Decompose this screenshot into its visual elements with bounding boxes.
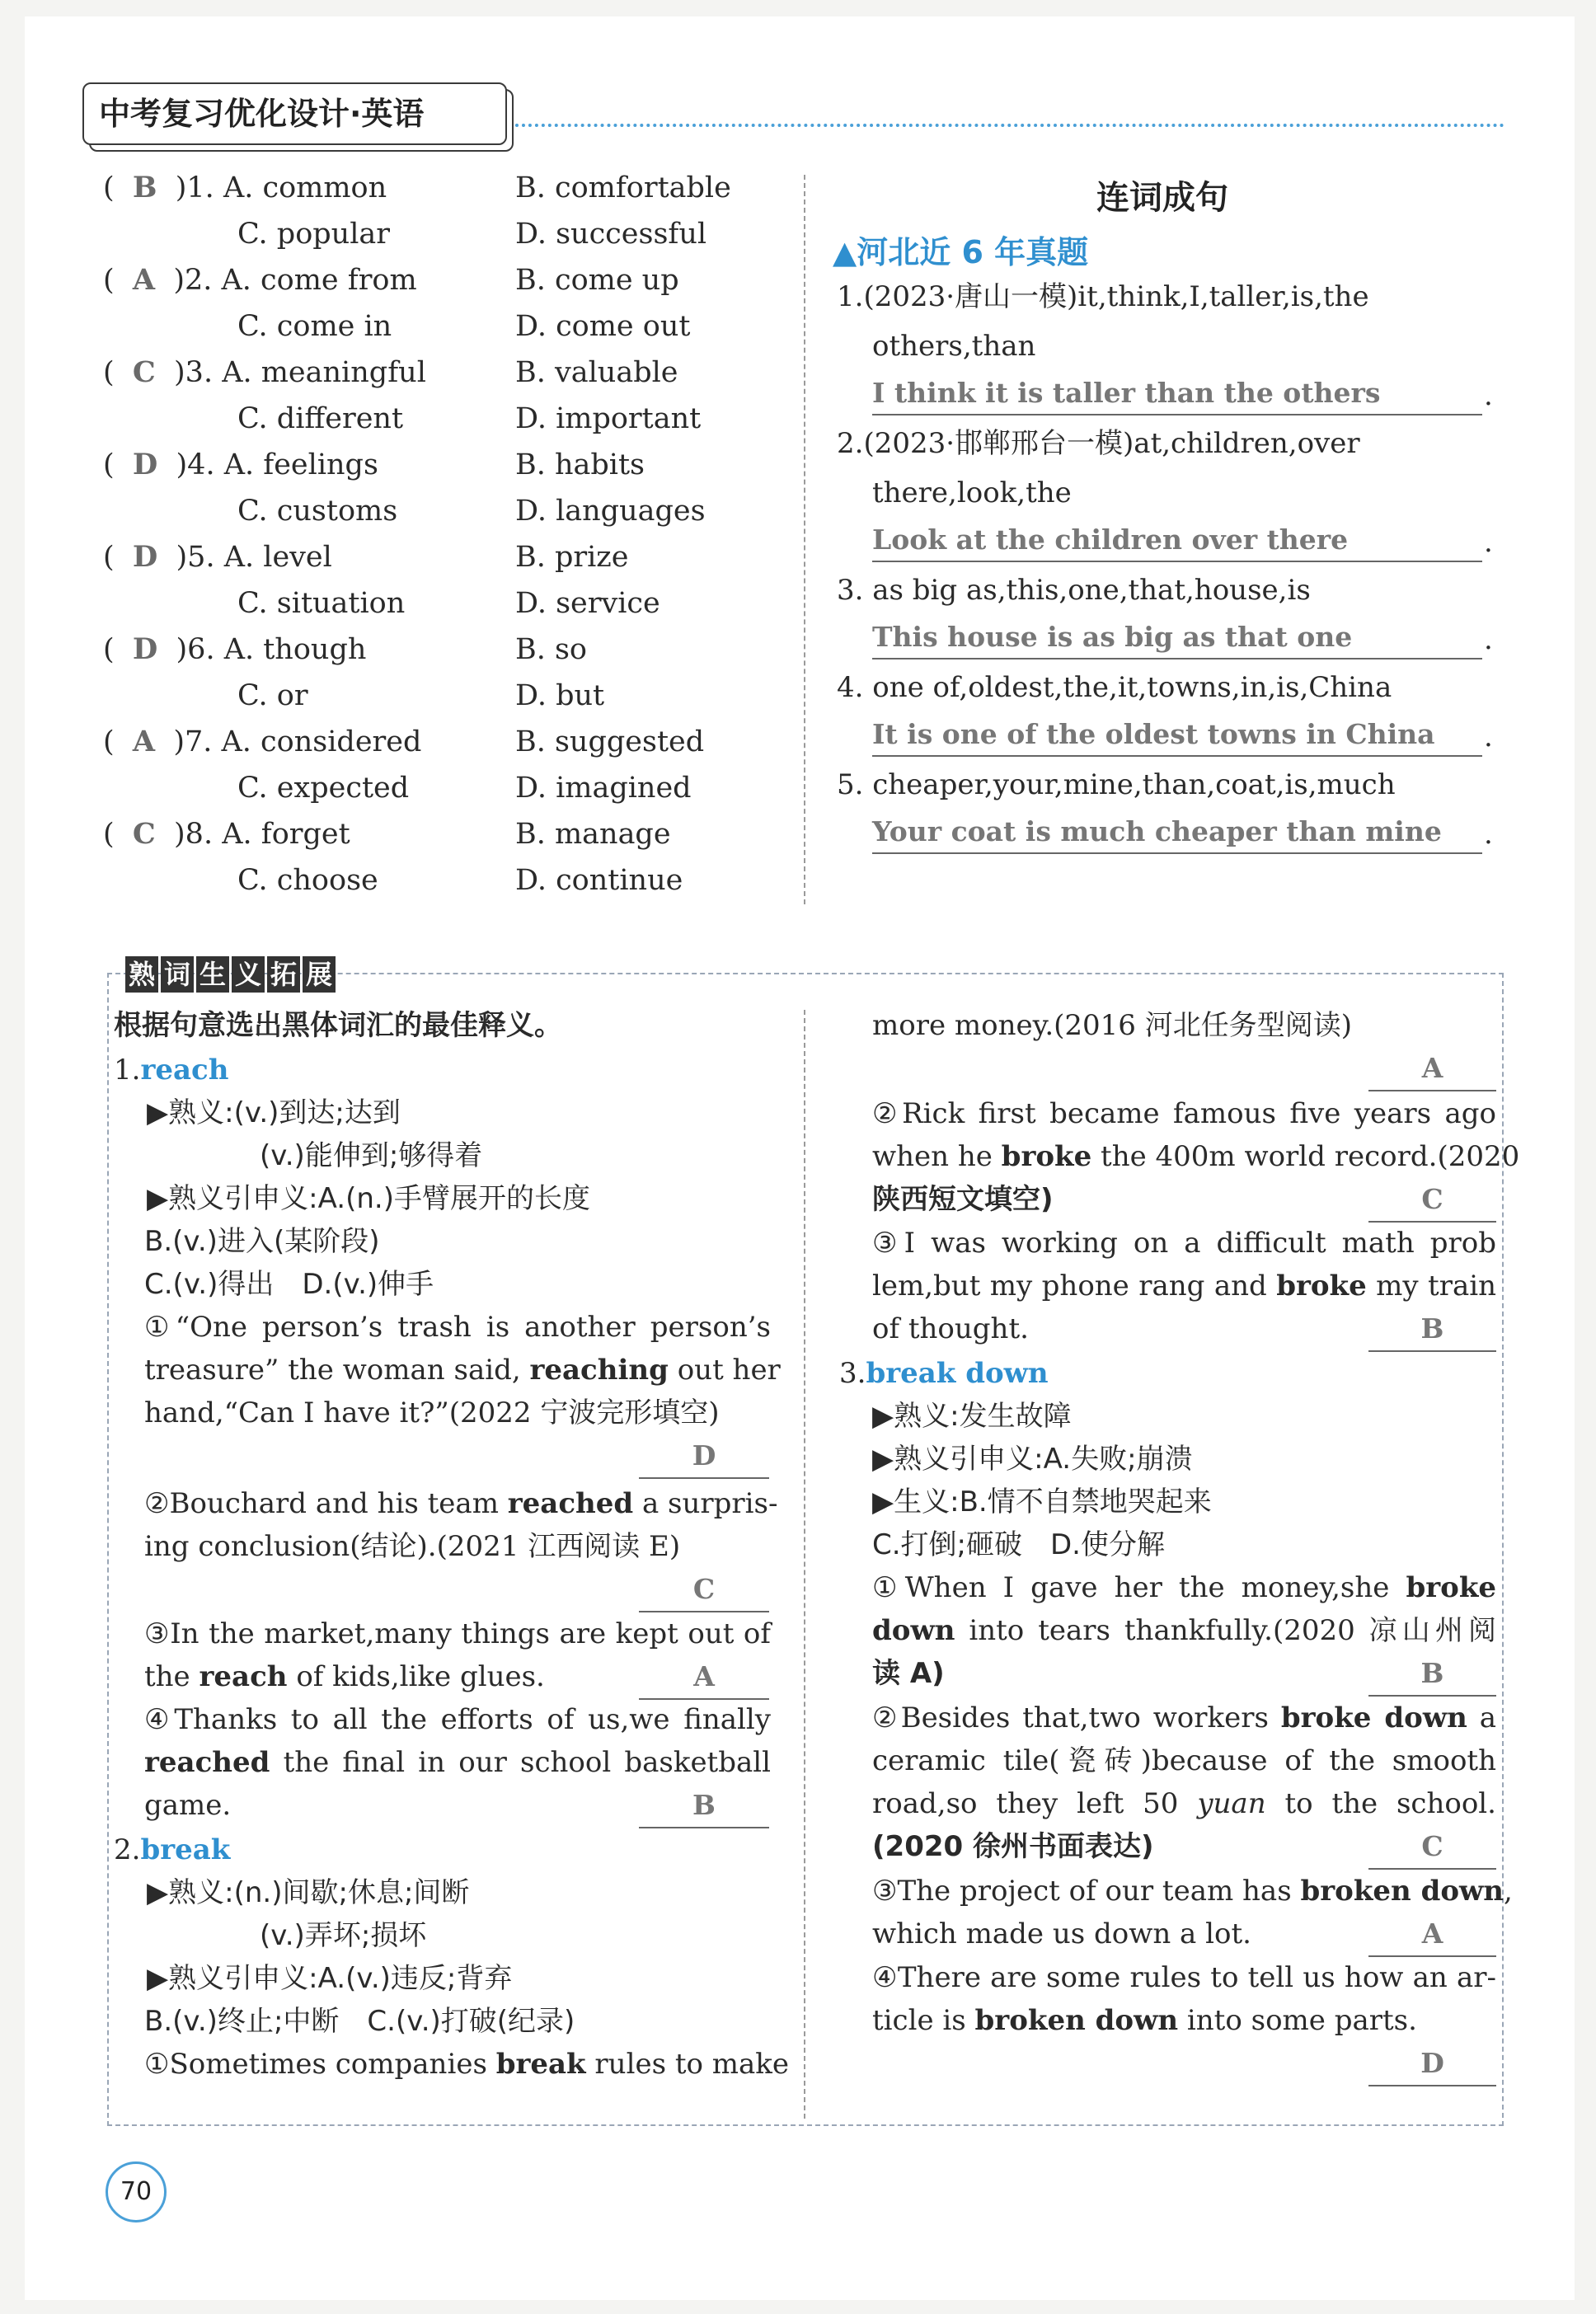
w1-s4-answer: B	[639, 1784, 769, 1828]
mc-option-c: C. situation	[237, 587, 406, 620]
mc-option-d: D. continue	[515, 864, 683, 897]
mc-option-d: D. imagined	[515, 772, 692, 805]
w2-s2-answer: C	[1368, 1178, 1496, 1223]
word1-meaning-1: ▶熟义:(v.)到达;达到	[147, 1096, 401, 1129]
mc-option-c: C. or	[237, 679, 308, 712]
w1-s3-line1: ③In the market,many things are kept out of	[144, 1617, 771, 1650]
vocab-tag-char: 熟	[125, 956, 158, 993]
mc-option-b: B. suggested	[515, 725, 705, 758]
mc-answer: A	[132, 725, 156, 758]
header-dotted-rule	[515, 124, 1504, 127]
word2-meaning-1: ▶熟义:(n.)间歇;休息;间断	[147, 1876, 470, 1909]
mc-option-a: A. level	[223, 541, 332, 574]
w1-s1-line3: hand,“Can I have it?”(2022 宁波完形填空)	[144, 1396, 720, 1429]
mc-option-b: B. valuable	[515, 356, 678, 389]
vocab-tag-char: 展	[303, 956, 336, 993]
word2-meaning-2: (v.)弄坏;损坏	[260, 1919, 427, 1952]
word2-meaning-3: ▶熟义引申义:A.(v.)违反;背弃	[147, 1962, 513, 1995]
mc-option-a: A. common	[223, 171, 387, 204]
vocab-tag-char: 义	[232, 956, 265, 993]
mc-row	[103, 857, 829, 904]
mc-row	[103, 350, 829, 396]
mc-option-d: D. but	[515, 679, 605, 712]
mc-row	[103, 165, 829, 211]
q1-period: .	[1484, 379, 1493, 412]
vocab-tag	[125, 956, 338, 994]
w3-s3-line1: ③The project of our team has broken down,	[872, 1875, 1513, 1908]
page-number: 70	[106, 2161, 167, 2222]
word3-meaning-1: ▶熟义:发生故障	[872, 1400, 1072, 1433]
vocab-instruction: 根据句意选出黑体词汇的最佳释义。	[114, 1009, 562, 1042]
mc-option-c: C. customs	[237, 495, 398, 528]
w3-s2-line1: ②Besides that,two workers broke down a	[872, 1701, 1497, 1734]
mc-answer: C	[132, 355, 156, 389]
mc-option-b: B. comfortable	[515, 171, 731, 204]
word2-meaning-4: B.(v.)终止;中断 C.(v.)打破(纪录)	[144, 2005, 575, 2038]
mc-row	[103, 765, 829, 811]
mc-row	[103, 257, 829, 303]
mc-answer: D	[132, 540, 158, 574]
w1-s3-answer: A	[639, 1655, 769, 1700]
w2-s3-line1: ③I was working on a difficult math prob	[872, 1227, 1496, 1260]
mc-question: ( C )3. A. meaningful	[103, 355, 426, 389]
w3-s2-line3: road,so they left 50 yuan to the school.	[872, 1787, 1496, 1820]
w3-s1-answer: B	[1368, 1652, 1496, 1697]
mc-answer: A	[132, 263, 156, 297]
w1-s1-line1: ①“One person’s trash is another person’s	[144, 1311, 771, 1344]
w1-s4-line1: ④Thanks to all the efforts of us,we finally	[144, 1703, 771, 1736]
mc-question: ( B )1. A. common	[103, 171, 387, 204]
word3-meaning-3: ▶生义:B.情不自禁地哭起来	[872, 1486, 1212, 1518]
mc-question: ( A )7. A. considered	[103, 725, 422, 758]
mc-option-d: D. come out	[515, 310, 691, 343]
w1-s2-line1: ②Bouchard and his team reached a surpris-	[144, 1487, 778, 1520]
w3-s3-answer: A	[1368, 1913, 1496, 1957]
mc-option-c: C. come in	[237, 310, 392, 343]
q1-line2: others,than	[872, 330, 1036, 363]
column-divider-bottom	[804, 1010, 805, 2119]
word1-meaning-4: B.(v.)进入(某阶段)	[144, 1225, 380, 1258]
word3: break down	[866, 1357, 1049, 1390]
mc-option-a: A. feelings	[223, 448, 378, 481]
column-divider-top	[804, 175, 805, 904]
mc-answer: C	[132, 817, 156, 851]
mc-option-c: C. expected	[237, 772, 410, 805]
q5-answer: Your coat is much cheaper than mine	[872, 811, 1482, 854]
w1-s4-line2: reached the final in our school basketball	[144, 1746, 772, 1779]
w1-s1-answer: D	[639, 1434, 769, 1479]
mc-option-b: B. prize	[515, 541, 629, 574]
mc-option-d: D. important	[515, 402, 702, 435]
w2-s2-line3: 陕西短文填空)	[872, 1183, 1054, 1216]
mc-row	[103, 442, 829, 488]
q2-line1: 2.(2023·邯郸邢台一模)at,children,over	[837, 427, 1360, 460]
word1-meaning-3: ▶熟义引申义:A.(n.)手臂展开的长度	[147, 1182, 590, 1215]
mc-row	[103, 719, 829, 765]
word3-meaning-2: ▶熟义引申义:A.失败;崩溃	[872, 1443, 1193, 1476]
mc-question: ( D )5. A. level	[103, 540, 332, 574]
mc-row	[103, 534, 829, 580]
mc-option-d: D. successful	[515, 218, 707, 251]
q2-answer: Look at the children over there	[872, 519, 1482, 562]
w2-s3-line2: lem,but my phone rang and broke my train	[872, 1270, 1496, 1303]
q3-period: .	[1484, 623, 1493, 656]
w3-s2-line4: (2020 徐州书面表达)	[872, 1830, 1154, 1863]
w2-s1-line2: more money.(2016 河北任务型阅读)	[872, 1009, 1352, 1042]
word3-meaning-4: C.打倒;砸破 D.使分解	[872, 1528, 1165, 1561]
mc-row	[103, 488, 829, 534]
q2-period: .	[1484, 526, 1493, 559]
w1-s2-line2: ing conclusion(结论).(2021 江西阅读 E)	[144, 1530, 681, 1563]
w3-s1-line2: down into tears thankfully.(2020 凉山州阅	[872, 1614, 1496, 1647]
mc-row	[103, 673, 829, 719]
mc-option-a: A. come from	[221, 264, 417, 297]
w2-s2-line2: when he broke the 400m world record.(2020	[872, 1140, 1520, 1173]
w2-s1-answer: A	[1368, 1047, 1496, 1091]
w3-s4-line1: ④There are some rules to tell us how an ar-	[872, 1961, 1496, 1994]
q4-answer: It is one of the oldest towns in China	[872, 714, 1482, 757]
mc-option-a: A. considered	[221, 725, 422, 758]
w1-s3-line2: the reach of kids,like glues.	[144, 1660, 545, 1693]
q3-answer: This house is as big as that one	[872, 617, 1482, 659]
w2-s3-answer: B	[1368, 1307, 1496, 1352]
q1-line1: 1.(2023·唐山一模)it,think,I,taller,is,the	[837, 280, 1369, 313]
vocab-tag-char: 拓	[267, 956, 300, 993]
mc-row	[103, 303, 829, 350]
w2-s3-line3: of thought.	[872, 1312, 1029, 1345]
w3-s2-answer: C	[1368, 1825, 1496, 1870]
q2-line2: there,look,the	[872, 476, 1072, 509]
mc-option-b: B. so	[515, 633, 588, 666]
mc-option-c: C. popular	[237, 218, 390, 251]
mc-answer: D	[132, 632, 158, 666]
word2-heading: 2.break	[114, 1833, 231, 1866]
sentence-subtitle: ▲河北近 6 年真题	[833, 234, 1089, 270]
q5-line: 5. cheaper,your,mine,than,coat,is,much	[837, 768, 1396, 801]
mc-question: ( A )2. A. come from	[103, 263, 417, 297]
mc-option-a: A. meaningful	[222, 356, 426, 389]
mc-option-b: B. habits	[515, 448, 645, 481]
w1-s4-line3: game.	[144, 1789, 232, 1822]
w3-s2-line2: ceramic tile(瓷砖)because of the smooth	[872, 1744, 1496, 1777]
mc-option-b: B. come up	[515, 264, 679, 297]
mc-question: ( C )8. A. forget	[103, 817, 350, 851]
w2-s2-line1: ②Rick first became famous five years ago	[872, 1097, 1496, 1130]
w2-s1-line1: ①Sometimes companies break rules to make	[144, 2048, 789, 2081]
q1-answer: I think it is taller than the others	[872, 373, 1482, 415]
mc-row	[103, 811, 829, 857]
w1-s2-answer: C	[639, 1568, 769, 1612]
mc-option-d: D. service	[515, 587, 660, 620]
w3-s4-line2: ticle is broken down into some parts.	[872, 2004, 1417, 2037]
w3-s4-answer: D	[1368, 2042, 1496, 2086]
w1-s1-line2: treasure” the woman said, reaching out her	[144, 1354, 781, 1387]
mc-option-d: D. languages	[515, 495, 706, 528]
word3-heading: 3.break down	[839, 1357, 1049, 1390]
word1-meaning-5: C.(v.)得出 D.(v.)伸手	[144, 1268, 434, 1301]
mc-row	[103, 627, 829, 673]
word2: break	[140, 1833, 231, 1866]
word1: reach	[140, 1054, 229, 1087]
word1-heading: 1.reach	[114, 1054, 229, 1087]
header-title: 中考复习优化设计·英语	[82, 82, 507, 145]
word1-meaning-2: (v.)能伸到;够得着	[260, 1139, 483, 1172]
vocab-tag-char: 词	[161, 956, 194, 993]
q3-line: 3. as big as,this,one,that,house,is	[837, 574, 1311, 607]
mc-answer: D	[132, 448, 158, 481]
mc-option-c: C. choose	[237, 864, 378, 897]
q5-period: .	[1484, 818, 1493, 851]
mc-question: ( D )6. A. though	[103, 632, 367, 666]
w3-s1-line3: 读 A)	[872, 1657, 945, 1690]
q4-period: .	[1484, 720, 1493, 753]
mc-row	[103, 211, 829, 257]
mc-row	[103, 396, 829, 442]
sentence-section-title: 连词成句	[1096, 179, 1228, 217]
mc-option-b: B. manage	[515, 818, 671, 851]
mc-row	[103, 580, 829, 627]
w3-s1-line1: ①When I gave her the money,she broke	[872, 1571, 1497, 1604]
mc-option-c: C. different	[237, 402, 404, 435]
mc-answer: B	[132, 171, 157, 204]
q4-line: 4. one of,oldest,the,it,towns,in,is,China	[837, 671, 1392, 704]
mc-question: ( D )4. A. feelings	[103, 448, 378, 481]
mc-option-a: A. though	[223, 633, 367, 666]
vocab-tag-char: 生	[196, 956, 229, 993]
w3-s3-line2: which made us down a lot.	[872, 1917, 1251, 1950]
mc-option-a: A. forget	[222, 818, 350, 851]
